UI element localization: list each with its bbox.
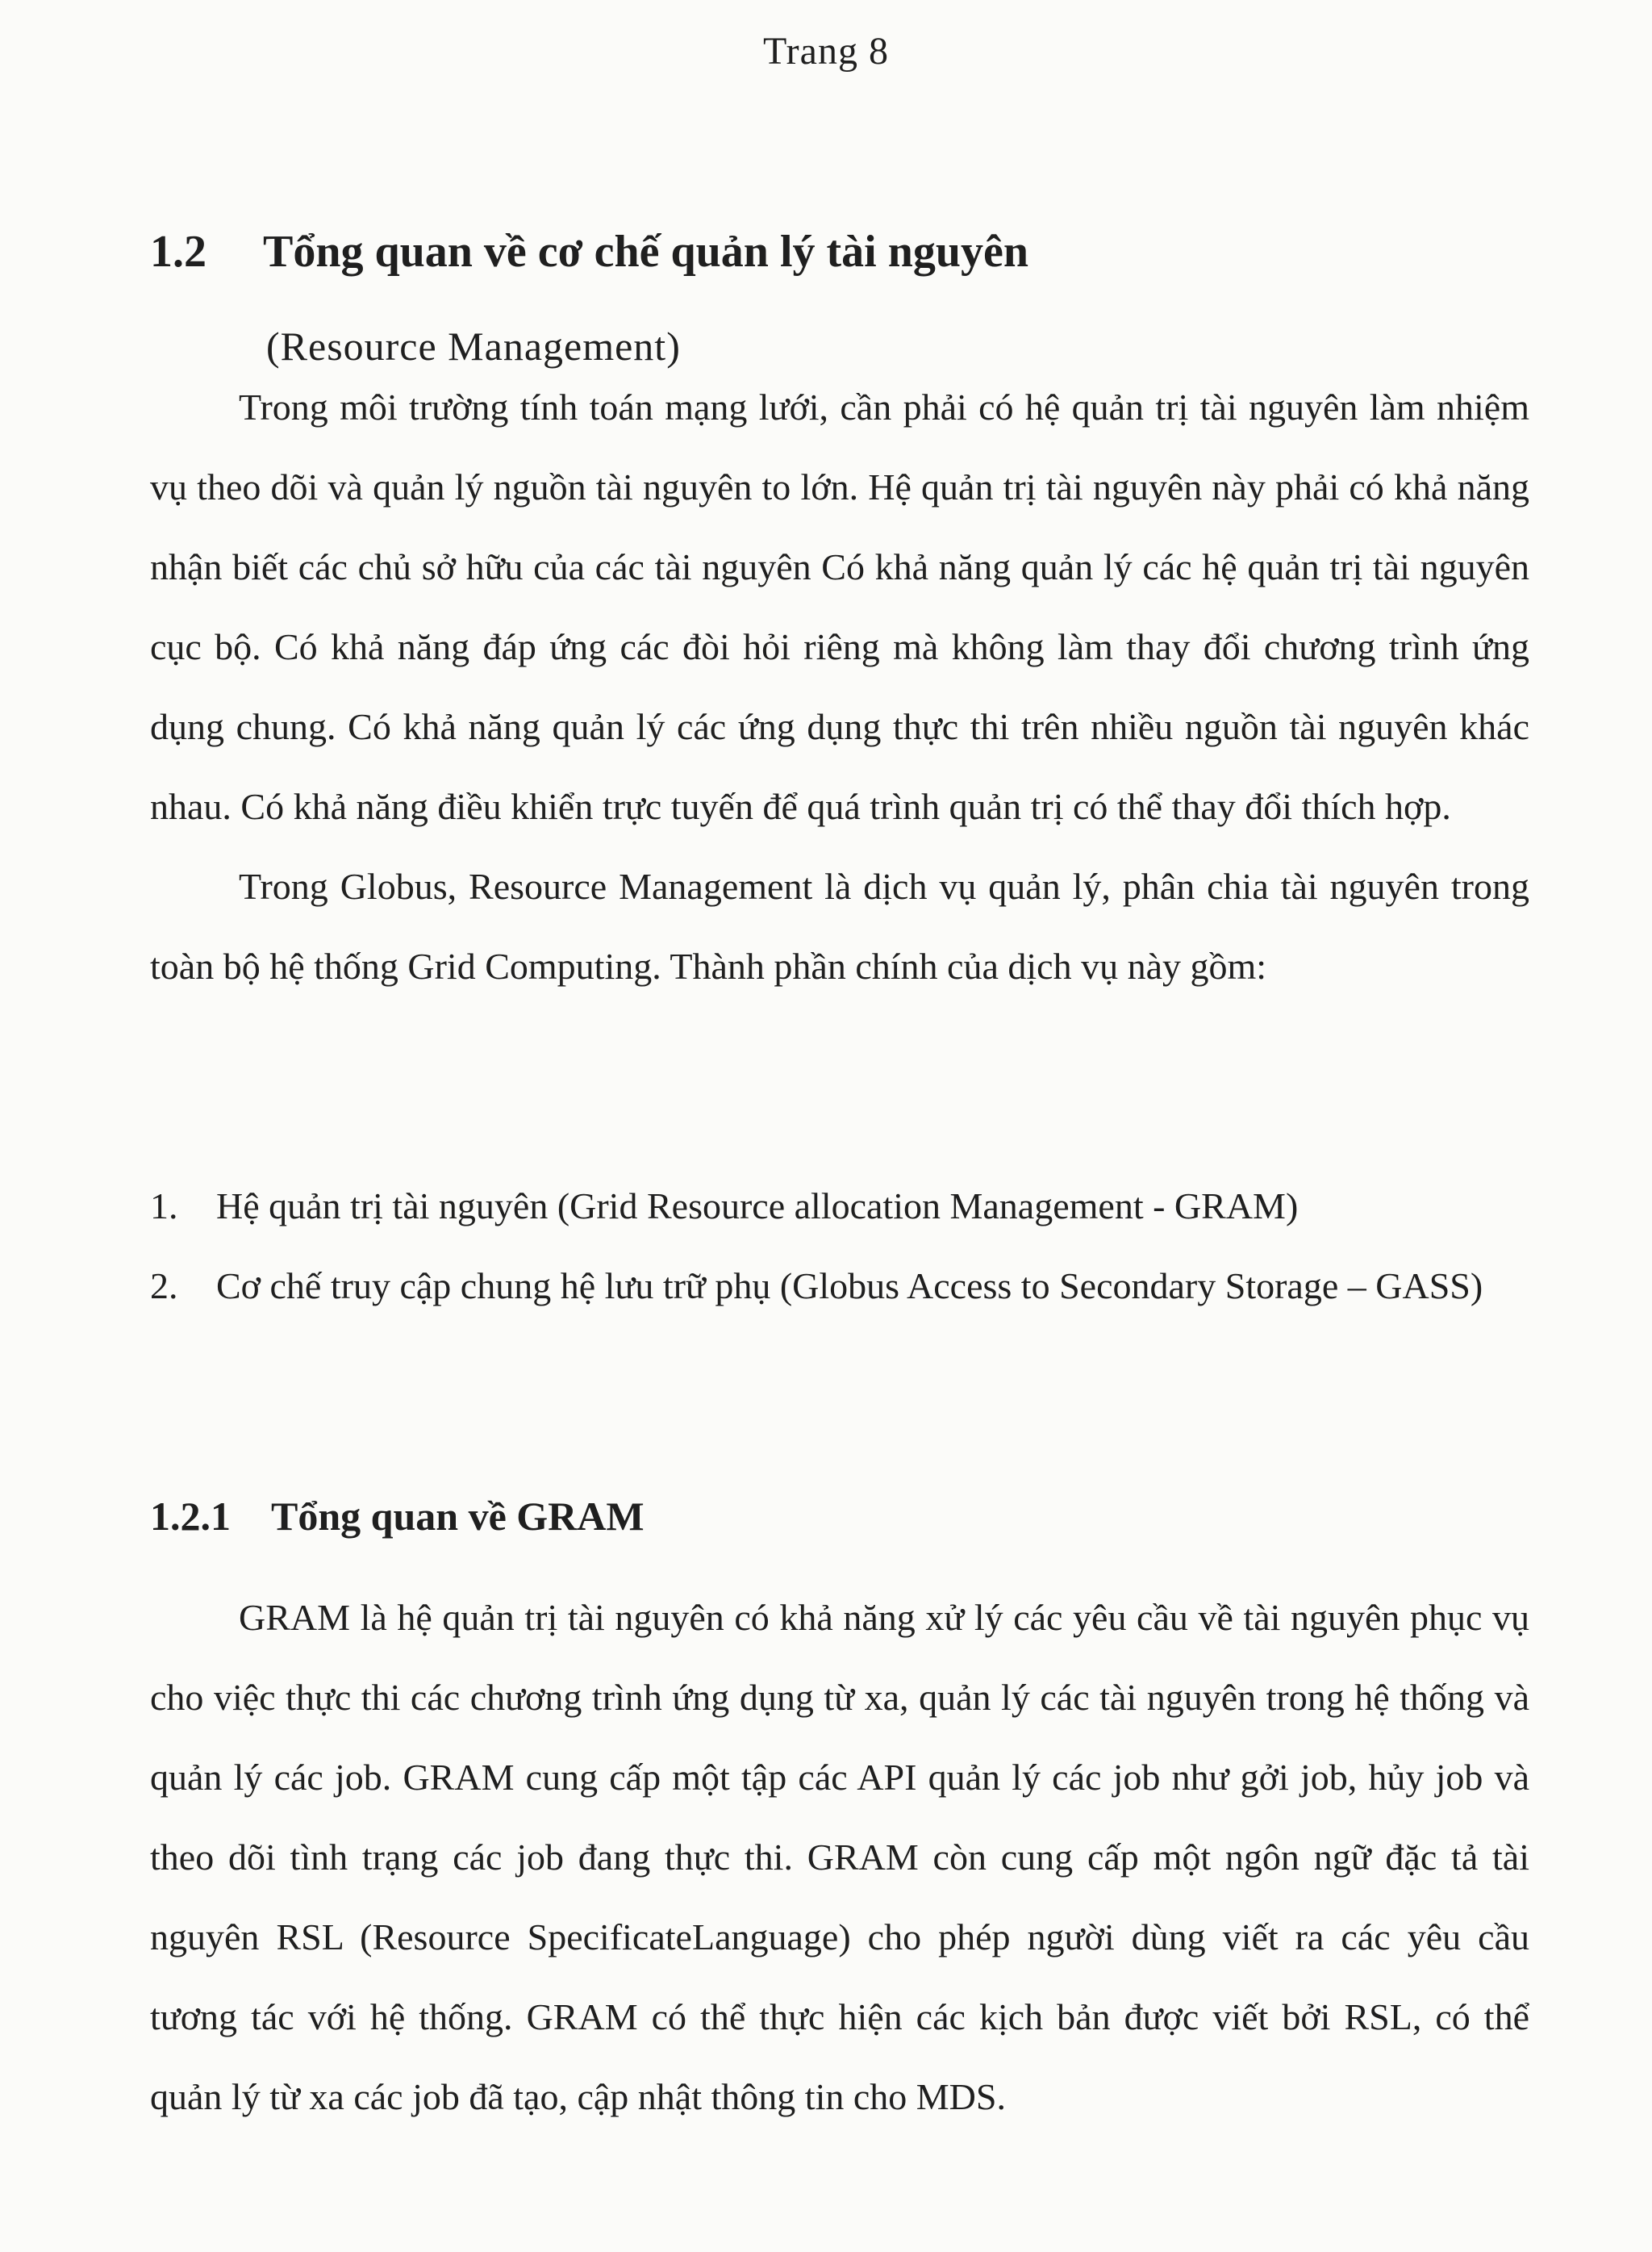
section-subtitle: (Resource Management) [266, 324, 681, 369]
component-list [150, 1166, 1529, 1326]
page-number: Trang 8 [763, 30, 889, 73]
section-title: Tổng quan về cơ chế quản lý tài nguyên [263, 227, 1028, 277]
section-heading [150, 226, 1028, 278]
list-item-text: Cơ chế truy cập chung hệ lưu trữ phụ (Globus Access to Secondary Storage – GASS) [216, 1265, 1483, 1306]
list-item [150, 1166, 1529, 1246]
subsection-title: Tổng quan về GRAM [271, 1494, 645, 1539]
section-body [150, 367, 1529, 1006]
subsection-number: 1.2.1 [150, 1494, 231, 1539]
paragraph: GRAM là hệ quản trị tài nguyên có khả năng xử lý các yêu cầu về tài nguyên phục vụ cho việc thực thi các chương trình ứng dụng từ xa, quản lý các tài nguyên trong hệ thống và quản lý các job. GRAM cung cấp một tập các API quản lý các job như gởi job, hủy job và theo dõi tình trạng các job đang thực thi. GRAM còn cung cấp một ngôn ngữ đặc tả tài nguyên RSL (Resource SpecificateLanguage) cho phép người dùng viết ra các yêu cầu tương tác với hệ thống. GRAM có thể thực hiện các kịch bản được viết bởi RSL, có thể quản lý từ xa các job đã tạo, cập nhật thông tin cho MDS. [150, 1597, 1529, 2117]
paragraph: Trong môi trường tính toán mạng lưới, cần phải có hệ quản trị tài nguyên làm nhiệm vụ theo dõi và quản lý nguồn tài nguyên to lớn. Hệ quản trị tài nguyên này phải có khả năng nhận biết các chủ sở hữu của các tài nguyên Có khả năng quản lý các hệ quản trị tài nguyên cục bộ. Có khả năng đáp ứng các đòi hỏi riêng mà không làm thay đổi chương trình ứng dụng chung. Có khả năng quản lý các ứng dụng thực thi trên nhiều nguồn tài nguyên khác nhau. Có khả năng điều khiển trực tuyến để quá trình quản trị có thể thay đổi thích hợp. [150, 386, 1529, 827]
paragraph: Trong Globus, Resource Management là dịch vụ quản lý, phân chia tài nguyên trong toàn bộ hệ thống Grid Computing. Thành phần chính của dịch vụ này gồm: [150, 866, 1529, 987]
list-item-text: Hệ quản trị tài nguyên (Grid Resource allocation Management - GRAM) [216, 1185, 1299, 1226]
list-item-number: 1. [150, 1185, 178, 1226]
subsection-body [150, 1577, 1529, 2137]
list-item [150, 1246, 1529, 1326]
list-item-number: 2. [150, 1265, 178, 1306]
subsection-heading [150, 1493, 645, 1540]
section-number: 1.2 [150, 227, 206, 277]
